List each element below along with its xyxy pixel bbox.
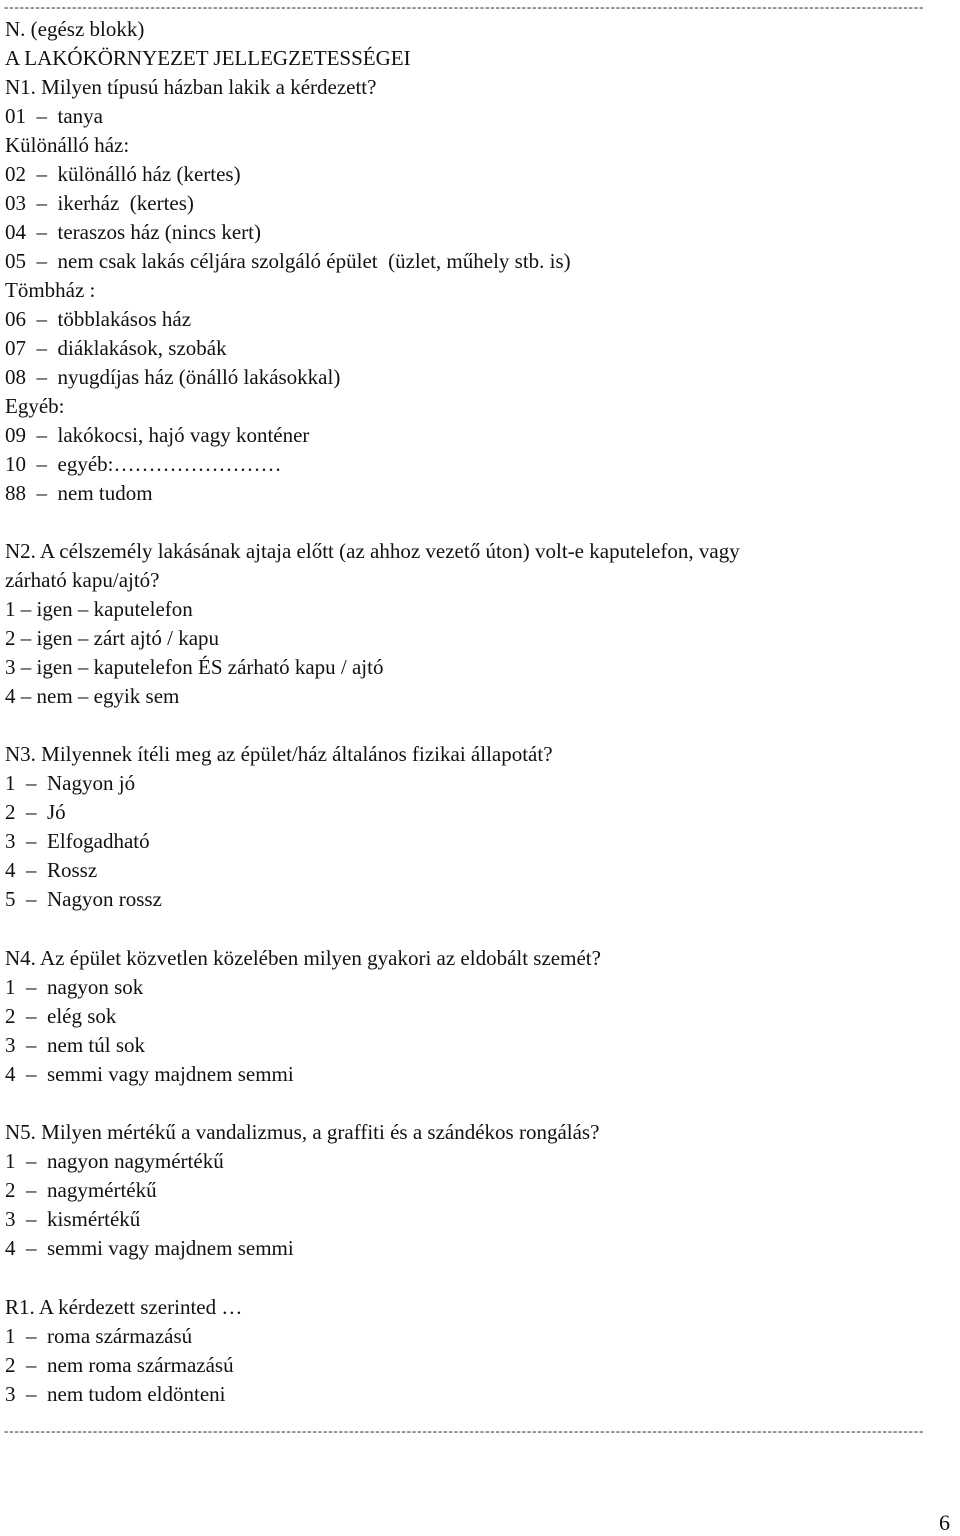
n3-option: 3 – Elfogadható — [5, 829, 150, 853]
n1-option: 05 – nem csak lakás céljára szolgáló épület (üzlet, műhely stb. is) — [5, 249, 571, 273]
n1-option: 06 – többlakásos ház — [5, 307, 192, 331]
bottom-rule: -------------------------------------------------------------------------------------------------------------------------------------------------------------------------------- — [4, 1424, 925, 1438]
question-n1: N1. Milyen típusú házban lakik a kérdezett? — [5, 75, 377, 99]
n1-option: 10 – egyéb:…………………… — [5, 452, 282, 476]
n1-group-label: Egyéb: — [5, 394, 65, 418]
question-n2-cont: zárható kapu/ajtó? — [5, 568, 160, 592]
n1-option: 09 – lakókocsi, hajó vagy konténer — [5, 423, 310, 447]
r1-option: 3 – nem tudom eldönteni — [5, 1382, 226, 1406]
n5-option: 4 – semmi vagy majdnem semmi — [5, 1236, 294, 1260]
n3-option: 1 – Nagyon jó — [5, 771, 136, 795]
r1-option: 2 – nem roma származású — [5, 1353, 234, 1377]
n1-option: 08 – nyugdíjas ház (önálló lakásokkal) — [5, 365, 341, 389]
r1-option: 1 – roma származású — [5, 1324, 193, 1348]
n2-option: 3 – igen – kaputelefon ÉS zárható kapu / ajtó — [5, 655, 384, 679]
n1-option: 88 – nem tudom — [5, 481, 153, 505]
top-rule: -------------------------------------------------------------------------------------------------------------------------------------------------------------------------------- — [4, 0, 925, 14]
n5-option: 1 – nagyon nagymértékű — [5, 1149, 224, 1173]
n5-option: 3 – kismértékű — [5, 1207, 141, 1231]
question-n5: N5. Milyen mértékű a vandalizmus, a graffiti és a szándékos rongálás? — [5, 1120, 600, 1144]
n1-group-label: Tömbház : — [5, 278, 96, 302]
page-number: 6 — [939, 1510, 950, 1535]
n1-option: 04 – teraszos ház (nincs kert) — [5, 220, 261, 244]
n1-option: 07 – diáklakások, szobák — [5, 336, 227, 360]
question-n4: N4. Az épület közvetlen közelében milyen gyakori az eldobált szemét? — [5, 946, 601, 970]
n2-option: 2 – igen – zárt ajtó / kapu — [5, 626, 220, 650]
n2-option: 1 – igen – kaputelefon — [5, 597, 193, 621]
n3-option: 4 – Rossz — [5, 858, 98, 882]
n1-group-label: Különálló ház: — [5, 133, 130, 157]
section-heading: A LAKÓKÖRNYEZET JELLEGZETESSÉGEI — [5, 46, 411, 70]
n1-option: 02 – különálló ház (kertes) — [5, 162, 241, 186]
block-title: N. (egész blokk) — [5, 17, 145, 41]
n3-option: 5 – Nagyon rossz — [5, 887, 162, 911]
question-n2: N2. A célszemély lakásának ajtaja előtt (az ahhoz vezető úton) volt-e kaputelefon, vagy — [5, 539, 740, 563]
n4-option: 2 – elég sok — [5, 1004, 117, 1028]
n4-option: 3 – nem túl sok — [5, 1033, 145, 1057]
n3-option: 2 – Jó — [5, 800, 66, 824]
n4-option: 4 – semmi vagy majdnem semmi — [5, 1062, 294, 1086]
question-r1: R1. A kérdezett szerinted … — [5, 1295, 243, 1319]
n2-option: 4 – nem – egyik sem — [5, 684, 180, 708]
question-n3: N3. Milyennek ítéli meg az épület/ház általános fizikai állapotát? — [5, 742, 553, 766]
n1-option: 01 – tanya — [5, 104, 103, 128]
n4-option: 1 – nagyon sok — [5, 975, 144, 999]
n5-option: 2 – nagymértékű — [5, 1178, 157, 1202]
n1-option: 03 – ikerház (kertes) — [5, 191, 194, 215]
